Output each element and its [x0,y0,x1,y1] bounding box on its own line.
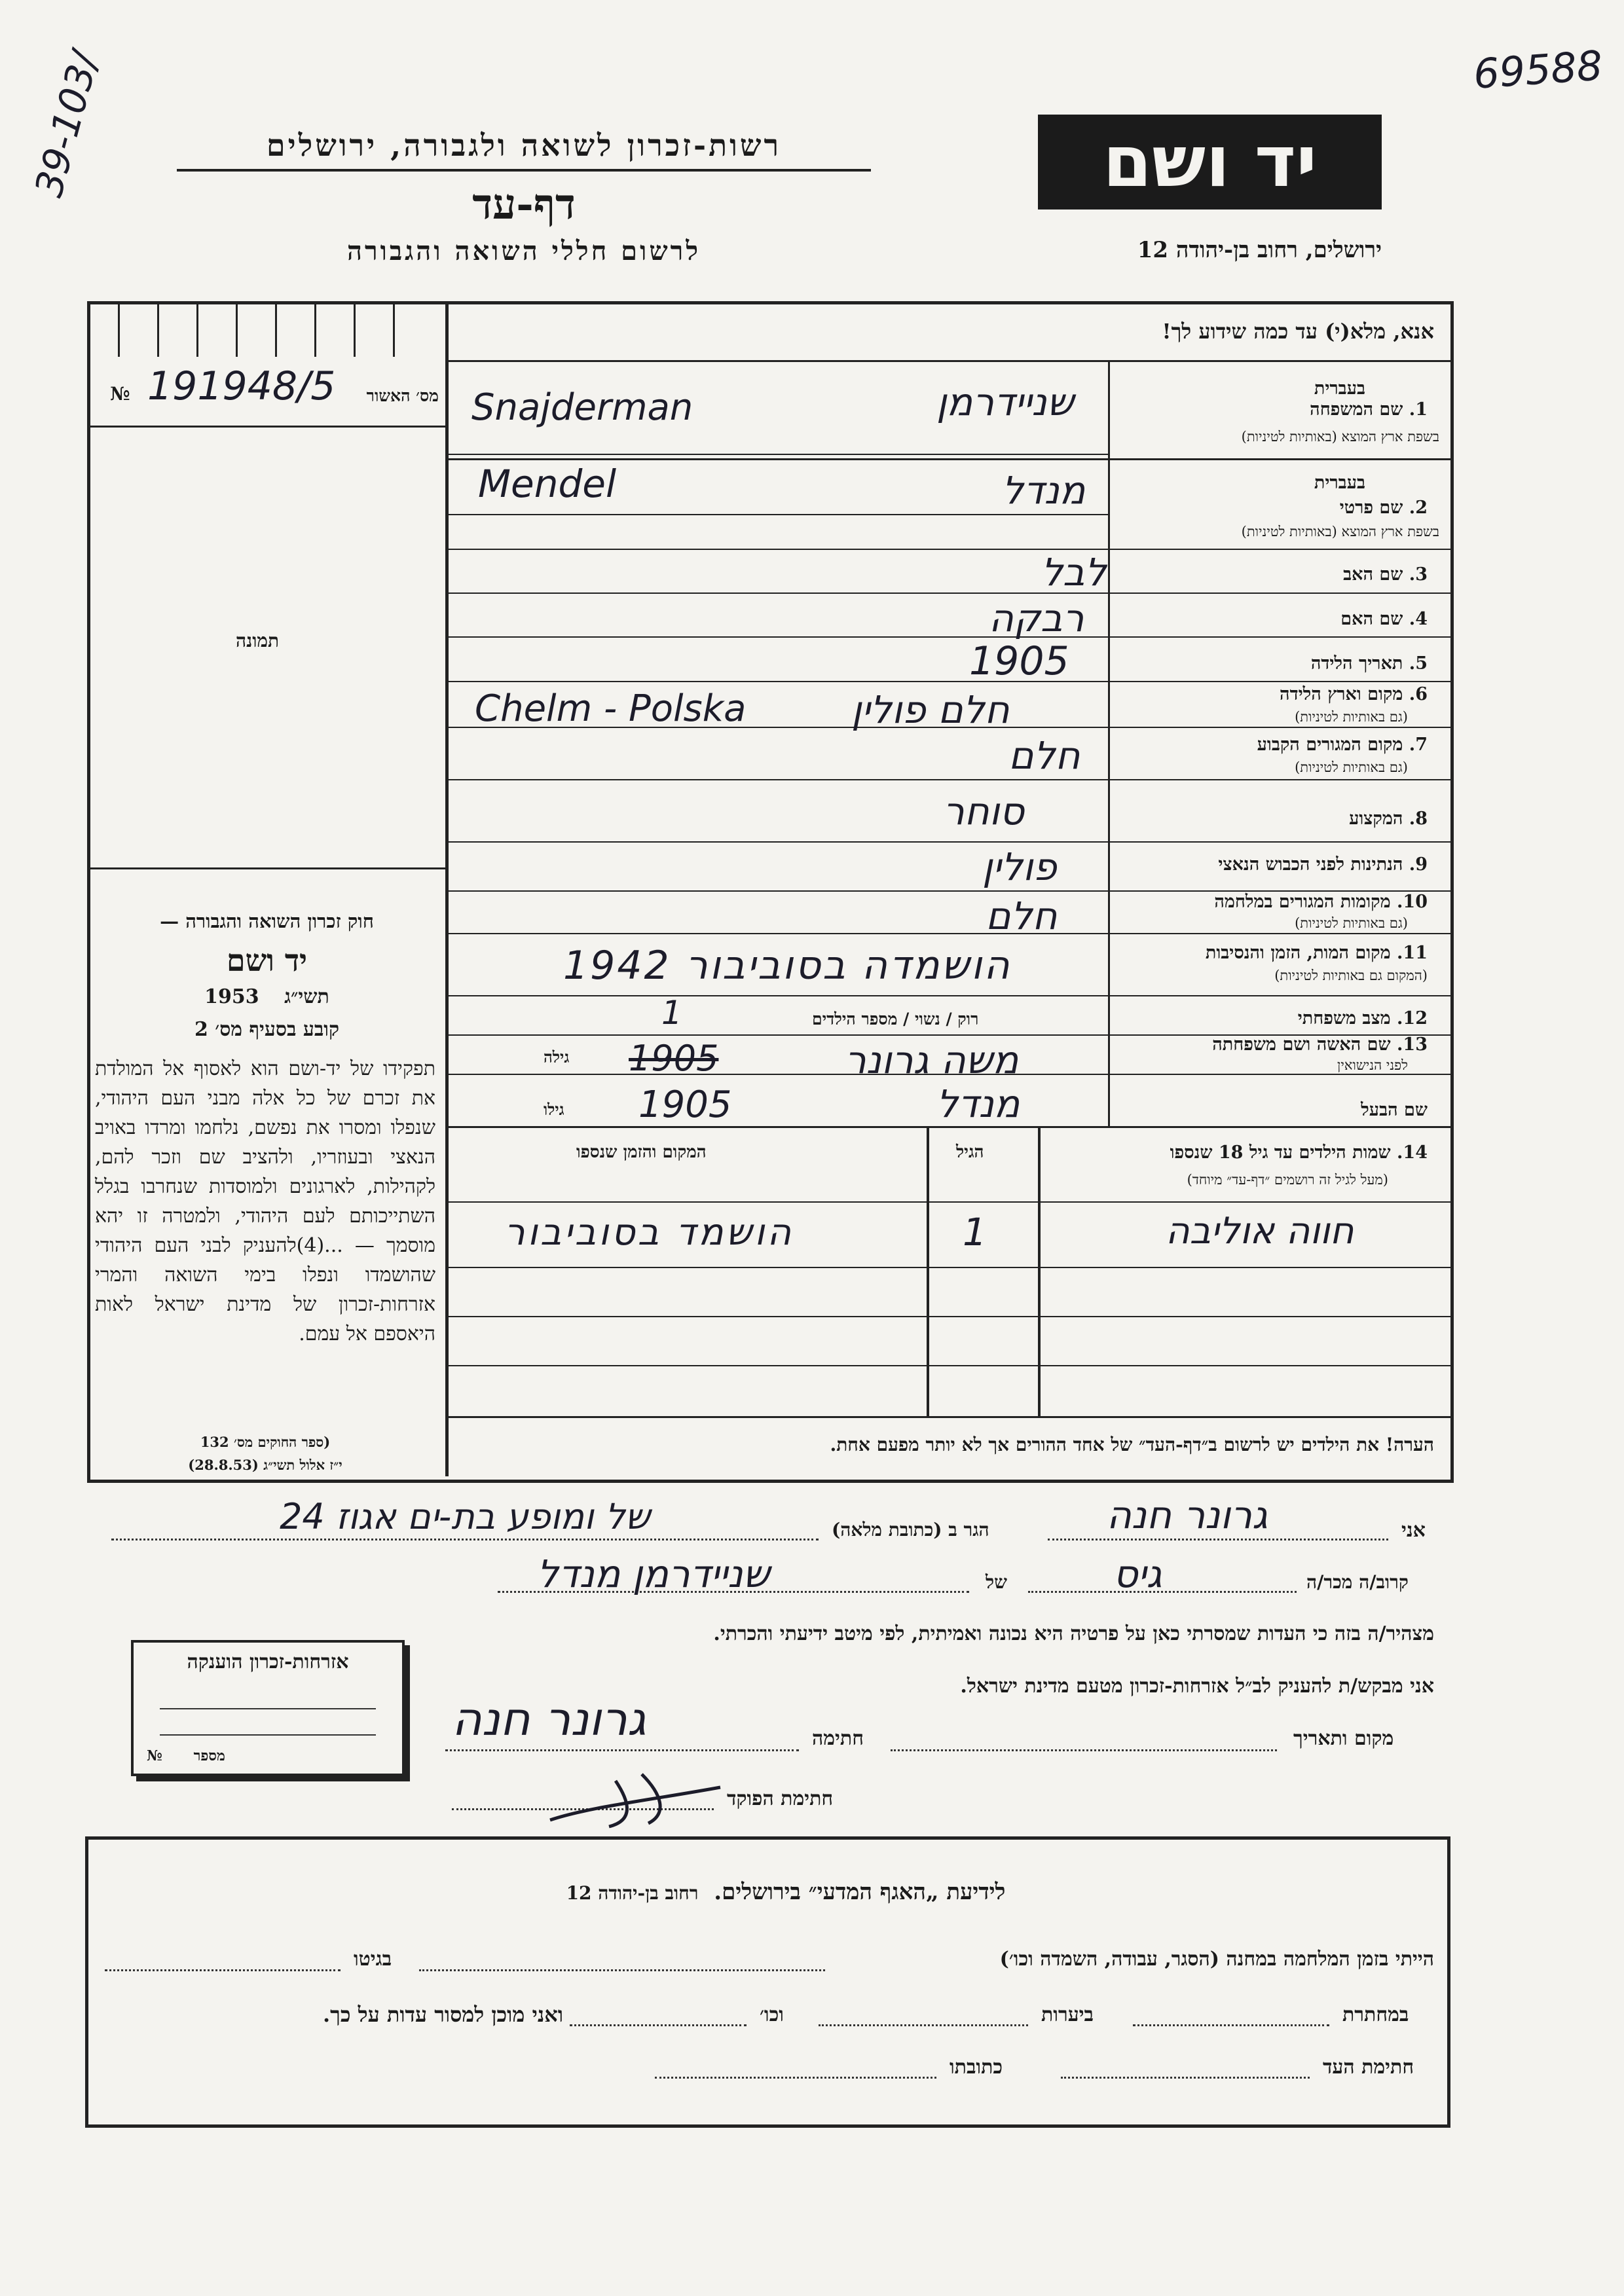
row-rule [449,681,1450,682]
field-1-label: 1. שם המשפחה [1310,399,1428,420]
field-11-sub: (המקום גם באותיות לטיניות) [1274,968,1428,983]
citizenship-no-sign: № [147,1747,162,1764]
tick-mark [196,304,198,357]
row-rule [449,933,1450,934]
field-12-label: 12. מצב משפחתי [1297,1008,1428,1029]
footer-line2-fill-a [1133,2024,1329,2026]
row-rule [449,841,1450,843]
law-source: (ספר החוקים מס׳ 132 [200,1434,331,1450]
field-2-label: 2. שם פרטי [1339,498,1428,518]
label-column-divider [1108,362,1110,1128]
field-8-value: סוחר [943,789,1025,833]
field-2-sub: בשפת ארץ המוצא (באותיות לטיניות) [1241,524,1439,539]
law-clause: קובע בסעיף מס׳ 2 [194,1018,340,1041]
decl-address-value: של ומופע בת-ים אגוז 24 [280,1496,650,1537]
field-10-label: 10. מקומות המגורים במלחמה [1214,892,1428,912]
footer-address: רחוב בן-יהודה 12 [566,1882,699,1904]
row-rule [449,592,1450,594]
field-10-sub: (גם באותיות לטיניות) [1295,915,1408,931]
field-11-value: הושמדה בסוביבור 1942 [563,943,1012,989]
footer-line1-a: הייתי בזמן המלחמה במחנה (הסגר, עבודה, השמדה וכו׳) [999,1948,1434,1971]
footer-frame-left [85,1836,88,2128]
field-1-sub: בשפת ארץ המוצא (באותיות לטיניות) [1241,429,1439,445]
child-place-value: הושמד בסוביבור [504,1211,794,1254]
footer-title [393,1879,1179,1905]
footer-line2-fill-b [819,2024,1028,2026]
tick-mark [354,304,356,357]
decl-signature-value: גרונר חנה [452,1692,646,1746]
law-logo: יד ושם [226,943,308,978]
footer-title-text: לידיעת „האגף המדעי״ בירושלים. [714,1879,1006,1905]
footer-line2-a: במחתרת [1342,2003,1409,2026]
row-rule [449,454,1110,455]
children-col-divider [927,1128,929,1416]
husband-age-value: 1905 [638,1084,732,1126]
tick-mark [157,304,159,357]
tick-mark [393,304,395,357]
children-age-header: הגיל [956,1142,984,1162]
husband-label: שם הבעל [1361,1100,1428,1120]
decl-address-line [111,1539,819,1540]
decl-officer-label: חתימת הפוקד [727,1787,834,1810]
field-7-sub: (גם באותיות לטיניות) [1295,759,1408,775]
photo-label: תמונה [236,630,280,651]
footer-line3-b: כתובתו [950,2056,1003,2079]
children-place-header: המקום והזמן שנספו [576,1142,707,1162]
row-rule [449,779,1450,780]
field-6-hebrew-value: חלם פולין [851,687,1010,732]
footer-line3-a: חתימת העד [1323,2056,1414,2079]
tick-mark [118,304,120,357]
children-label: 14. שמות הילדים עד גיל 18 שנספו [1170,1142,1428,1163]
decl-signature-label: חתימה [812,1727,864,1750]
field-11-label: 11. מקום המות, הזמן והנסיבות [1205,943,1428,963]
field-10-value: חלם [986,894,1058,938]
approval-label: מס׳ האשור [366,386,439,405]
field-13-value: משה גרונר [845,1038,1019,1082]
field-3-value: לבל [1041,550,1107,594]
footer-line1-tail [105,1969,341,1971]
decl-signature-line [445,1749,799,1751]
citizenship-line [160,1734,376,1736]
row-rule [449,636,1450,638]
field-1-latin-value: Snajderman [471,386,693,429]
child-name-value: חווה אוליבה [1166,1210,1354,1252]
citizenship-number-label: מספר [193,1747,225,1764]
org-header: רשות-זכרון לשואה ולגבורה, ירושלים [266,128,782,163]
field-1-hebrew-tag: בעברית [1314,378,1365,399]
children-row-rule [449,1267,1450,1268]
footer-line1-b: בגיטו [354,1948,392,1971]
decl-ani: אני [1401,1519,1426,1542]
field-3-label: 3. שם האב [1343,564,1428,585]
footer-line2-b: ביערות [1041,2003,1094,2026]
decl-name-value: גרונר חנה [1107,1493,1268,1537]
field-7-value: חלם [1008,733,1080,778]
law-year [95,985,439,1008]
decl-place-date-label: מקום ותאריך [1293,1727,1394,1750]
footer-line2-d: ואני מוכן למסור עדות על כך. [322,2002,563,2027]
citizenship-title: אזרחות-זכרון הוענקה [187,1650,349,1673]
citizenship-number-row [147,1747,389,1764]
intro-divider [445,360,1450,362]
row-rule [449,1126,1450,1128]
footer-line2-fill-c [570,2024,747,2026]
field-6-latin-value: Chelm - Polska [475,687,747,730]
citizenship-box [131,1640,405,1776]
note-text: הערה! את הילדים יש לרשום ב״דף-העד״ של אחד ההורים אך לא יותר מפעם אחת. [830,1434,1434,1455]
law-title: חוק זכרון השואה והגבורה — [160,910,374,932]
child-age-value: 1 [963,1210,987,1254]
footer-bottom-rule [85,2124,1450,2128]
children-bottom-rule [449,1416,1450,1418]
children-sub: (מעל לגיל זה רושמים ״דף-עד״ מיוחד) [1187,1172,1388,1188]
field-8-label: 8. המקצוע [1349,809,1428,829]
doc-title: דף-עד [472,180,576,229]
footer-line2-c: וכו׳ [760,2003,784,2026]
field-2-hebrew-tag: בעברית [1314,473,1365,493]
law-text: תפקידו של יד-ושם הוא לאסוף אל המולדת את זכרם של כל אלה מבני העם היהודי, שנפלו ומסרו את נפשם, נלחמו ומרדו באויב הנאצי ובעוזריו, ולהציב שם וזכר להם, לקהילות, לארגונים ולמוסדות שנחרבו בגלל השתייכותם לעם היהודי, ולמטרה זו יהא מוסמך — ...(4)להעניק לבני העם היהודי שהושמדו ונפלו בימי השואה והמרי אזרחות-זכרון של מדינת ישראל לאות היאספם אל עמם. [95,1057,436,1345]
children-header-rule [449,1201,1450,1203]
form-intro: אנא, מלא(י) עד כמה שידוע לך! [1162,319,1434,344]
decl-of-label: של [986,1571,1007,1593]
field-6-label: 6. מקום וארץ הלידה [1280,684,1428,704]
husband-age-label: גילו [544,1100,564,1119]
children-row-rule [449,1365,1450,1366]
field-13-age-label: גילה [544,1048,570,1066]
footer-line1-fill [419,1969,825,1971]
tick-mark [314,304,316,357]
field-13-label: 13. שם האשה ושם משפחתה [1212,1034,1428,1055]
photo-divider [87,867,449,869]
field-12-children-count: 1 [661,994,682,1032]
left-column-divider [445,301,449,1476]
tick-mark [275,304,277,357]
footer-line3-fill-b [655,2077,936,2079]
field-2-hebrew-value: מנדל [1002,468,1086,513]
decl-name-line [1048,1539,1388,1540]
field-12-options: רוק / נשוי / מספר הילדים [812,1010,979,1029]
decl-relation-value: גיס [1113,1552,1162,1596]
decl-place-date-line [891,1749,1277,1751]
field-5-value: 1905 [969,638,1069,684]
yad-vashem-logo [1038,115,1382,210]
field-9-label: 9. הנתינות לפני הכבוש הנאצי [1218,854,1428,875]
law-year-number: 1953 [204,985,259,1008]
side-number: 39-103/ [26,47,107,202]
field-1-hebrew-value: שניידרמן [936,380,1074,424]
decl-relative-label: קרוב/ה מכר/ה [1306,1571,1409,1593]
husband-value: מנדל [936,1082,1020,1126]
header-rule [177,169,871,172]
logo-text: יד ושם [1102,121,1318,203]
tick-mark [236,304,238,357]
children-col-divider [1038,1128,1041,1416]
decl-of-value: שניידרמן מנדל [537,1552,770,1596]
field-6-sub: (גם באותיות לטיניות) [1295,709,1408,725]
decl-statement-1: מצהיר/ה בזה כי העדות שמסרתי כאן על פרטיה היא נכונה ואמיתית, לפי מיטב ידיעתי והכרתי. [713,1622,1434,1645]
row-rule [449,549,1450,550]
header-address: ירושלים, רחוב בן-יהודה 12 [1137,237,1382,263]
field-7-label: 7. מקום המגורים הקבוע [1257,735,1428,755]
approval-value: 191948/5 [147,363,336,409]
row-rule [449,458,1450,460]
field-4-value: רבקה [989,596,1084,640]
law-year-heb: תשי״ג [284,985,329,1008]
officer-signature [537,1761,733,1833]
approval-divider [87,426,449,428]
footer-line3-fill-a [1061,2077,1310,2079]
decl-lives-label: הגר ב (כתובת מלאה) [832,1519,989,1540]
children-row-rule [449,1316,1450,1317]
decl-relation-line [1028,1591,1297,1593]
field-4-label: 4. שם האם [1340,609,1428,629]
doc-subtitle: לרשום חללי השואה והגבורה [346,236,701,266]
citizenship-line [160,1708,376,1709]
row-rule [449,995,1450,996]
field-13-sub: לפני הנישואין [1337,1057,1408,1073]
field-9-value: פולין [982,845,1057,889]
approval-no-sign: № [110,383,130,405]
field-5-label: 5. תאריך הלידה [1310,653,1428,674]
decl-statement-2: אני מבקש/ת להעניק לב״ל אזרחות-זכרון מטעם מדינת ישראל. [960,1675,1434,1698]
footer-frame-right [1447,1836,1450,2128]
field-13-age-value: 1905 [629,1038,719,1079]
field-2-latin-value: Mendel [478,462,617,506]
row-rule [449,514,1110,515]
file-number: 69588 [1471,41,1604,98]
footer-top-rule [85,1836,1450,1840]
law-source-date: י״ז אלול תשי״ג (28.8.53) [188,1457,342,1473]
